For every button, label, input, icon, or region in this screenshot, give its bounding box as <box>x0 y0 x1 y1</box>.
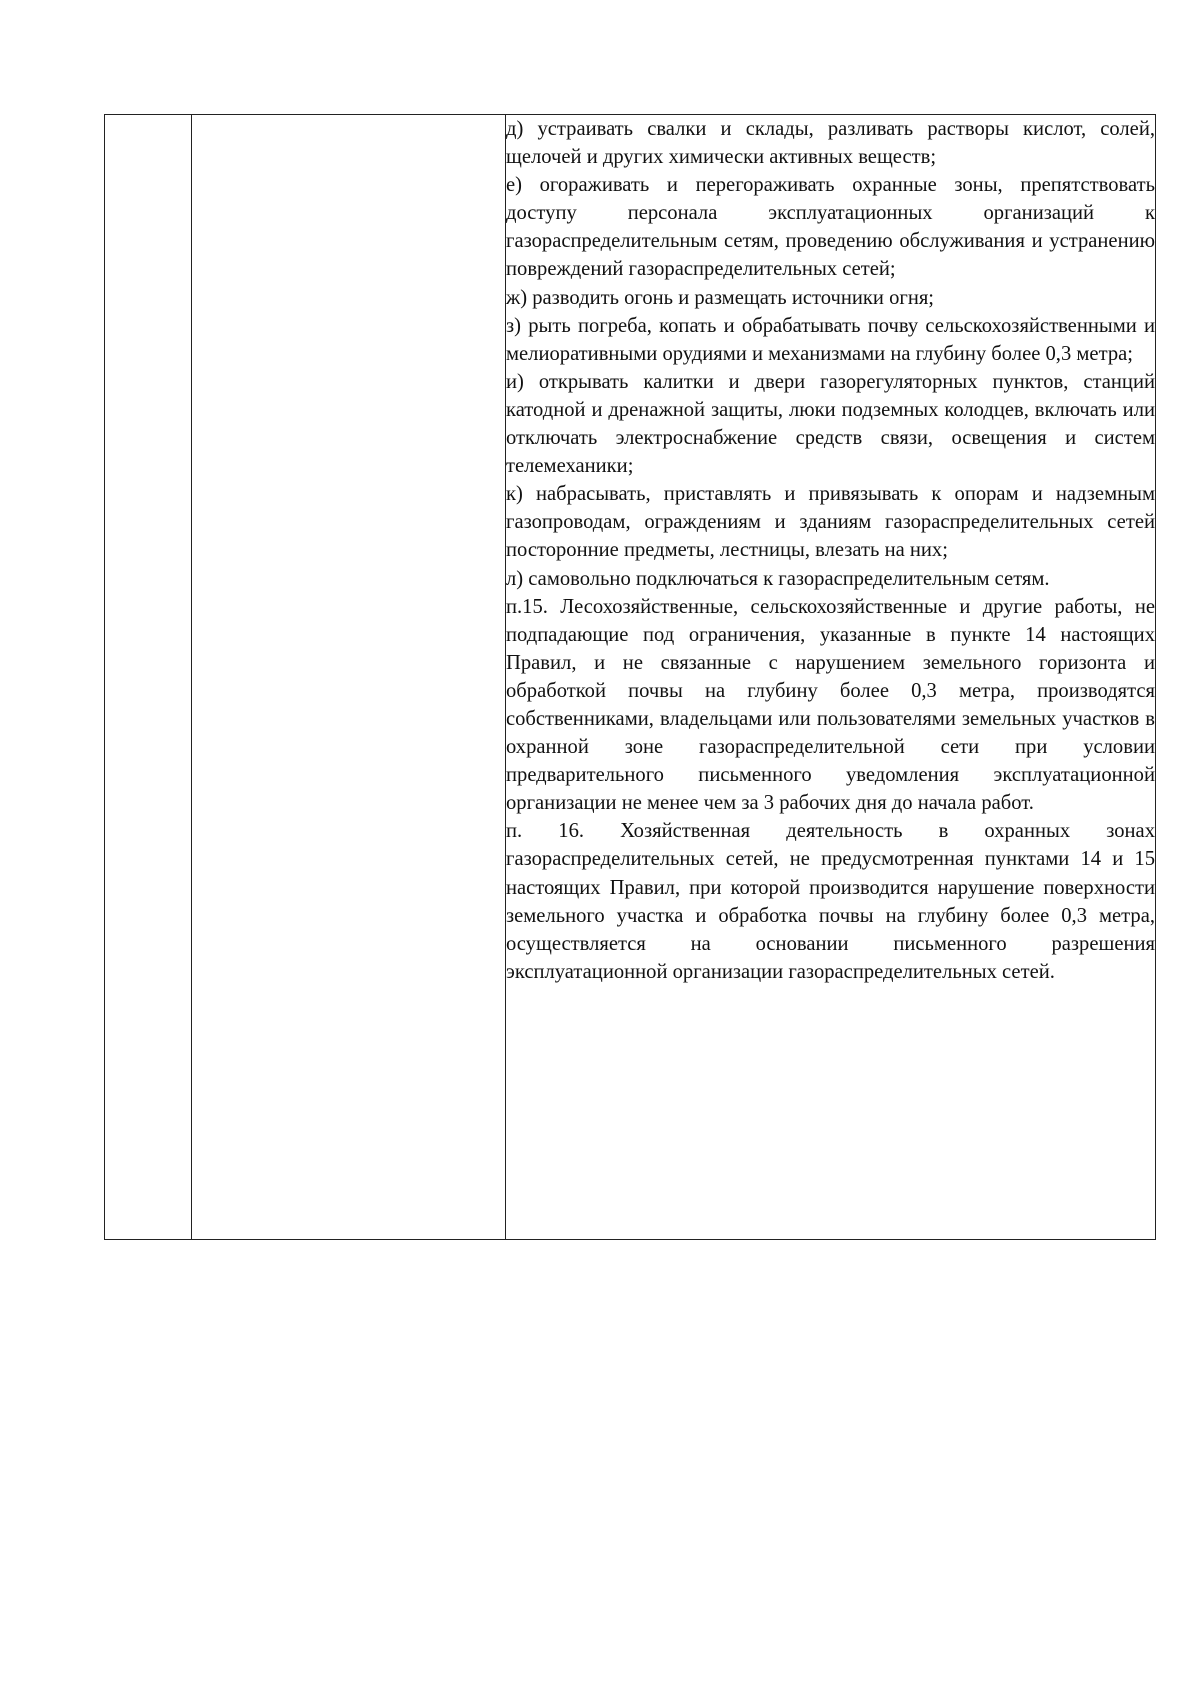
paragraph-k: к) набрасывать, приставлять и привязывать к опорам и надземным газопроводам, ограждениям и зданиям газораспределительных сетей посторонние предметы, лестницы, влезать на них; <box>506 483 1155 562</box>
paragraph-z: з) рыть погреба, копать и обрабатывать почву сельскохозяйственными и мелиоративными орудиями и механизмами на глубину более 0,3 метра; <box>506 314 1155 365</box>
regulation-table <box>104 114 1156 1240</box>
paragraph-d: д) устраивать свалки и склады, разливать растворы кислот, солей, щелочей и других химически активных веществ; <box>506 118 1155 169</box>
paragraph-item-16: п. 16. Хозяйственная деятельность в охранных зонах газораспределительных сетей, не предусмотренная пунктами 14 и 15 настоящих Правил, при которой производится нарушение поверхности земельного участка и обработка почвы на глубину более 0,3 метра, осуществляется на основании письменного разрешения эксплуатационной организации газораспределительных сетей. <box>506 820 1155 983</box>
table-row <box>105 115 1156 1240</box>
name-cell <box>192 115 506 1240</box>
paragraph-zh: ж) разводить огонь и размещать источники огня; <box>506 286 935 309</box>
paragraph-e: е) огораживать и перегораживать охранные зоны, препятствовать доступу персонала эксплуатационных организаций к газораспределительным сетям, проведению обслуживания и устранению повреждений газораспределительных сетей; <box>506 174 1155 281</box>
paragraph-item-15: п.15. Лесохозяйственные, сельскохозяйственные и другие работы, не подпадающие под ограничения, указанные в пункте 14 настоящих Правил, и не связанные с нарушением земельного горизонта и обработкой почвы на глубину более 0,3 метра, производятся собственниками, владельцами или пользователями земельных участков в охранной зоне газораспределительной сети при условии предварительного письменного уведомления эксплуатационной организации не менее чем за 3 рабочих дня до начала работ. <box>506 595 1155 815</box>
paragraph-i: и) открывать калитки и двери газорегуляторных пунктов, станций катодной и дренажной защиты, люки подземных колодцев, включать или отключать электроснабжение средств связи, освещения и систем телемеханики; <box>506 370 1155 478</box>
restrictions-text-cell <box>506 115 1156 1240</box>
paragraph-l: л) самовольно подключаться к газораспределительным сетям. <box>506 567 1050 590</box>
number-cell <box>105 115 192 1240</box>
